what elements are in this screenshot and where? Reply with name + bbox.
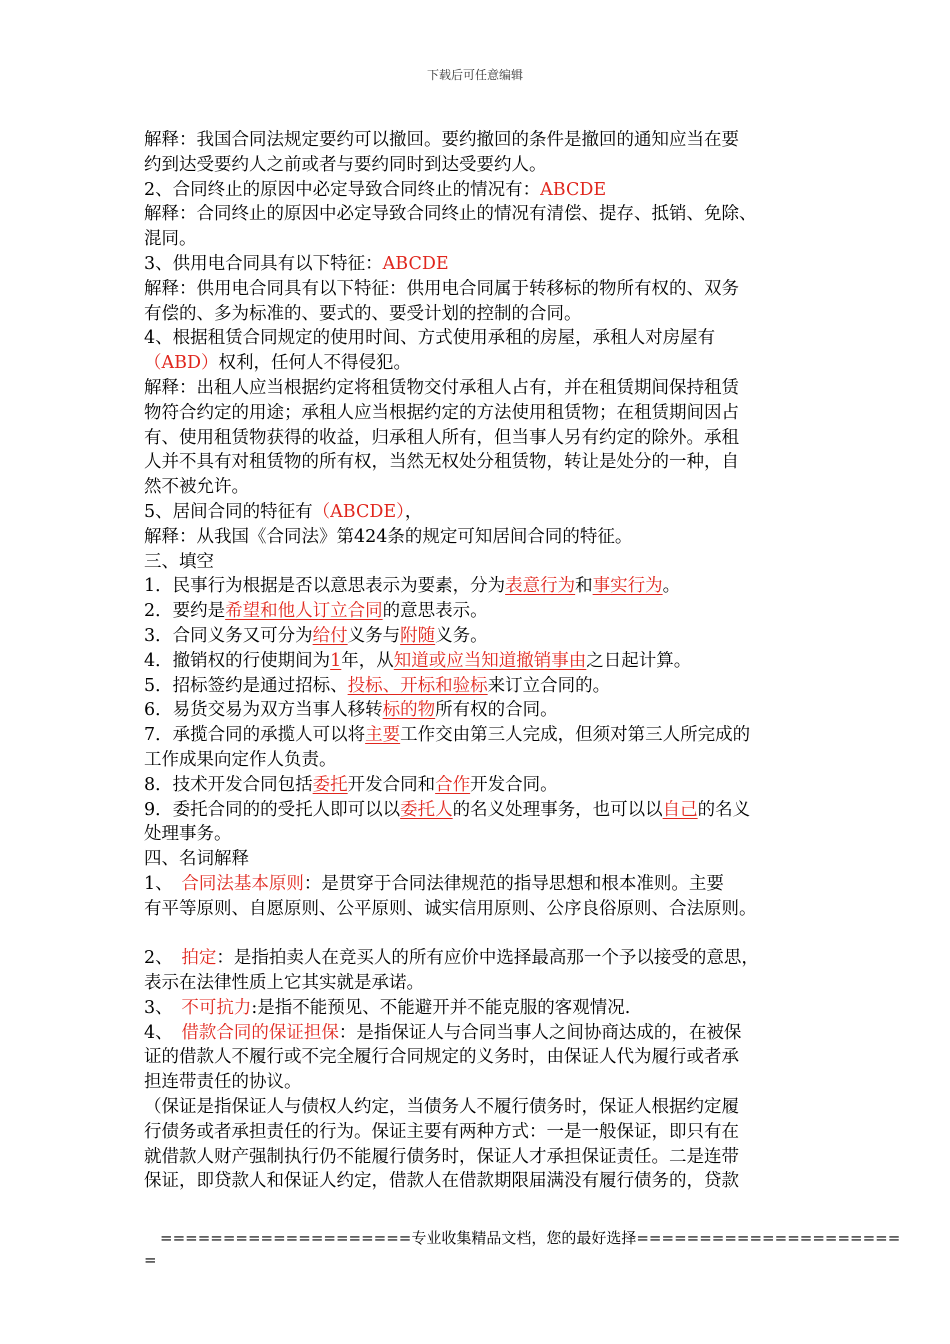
page-footer xyxy=(144,1227,901,1271)
answer-fill-in: 知道或应当知道撤销事由 xyxy=(393,650,587,671)
text-segment: 人并不具有对租赁物的所有权，当然无权处分租赁物，转让是处分的一种，自 xyxy=(144,452,739,473)
text-segment: ：是贯穿于合同法律规范的指导思想和根本准则。主要 xyxy=(303,873,724,894)
text-line xyxy=(144,798,810,823)
text-segment: 权利，任何人不得侵犯。 xyxy=(218,353,412,374)
text-line xyxy=(144,674,810,699)
text-segment: 来订立合同的。 xyxy=(487,675,611,696)
answer-fill-in: 合作 xyxy=(435,774,471,795)
text-line xyxy=(144,698,810,723)
text-segment: 解释：供用电合同具有以下特征：供用电合同属于转移标的物所有权的、双务 xyxy=(144,278,739,299)
text-segment: 6．易货交易为双方当事人移转 xyxy=(144,700,383,721)
highlighted-term: 不可抗力 xyxy=(181,997,252,1018)
text-line xyxy=(144,897,810,922)
text-segment: 解释：我国合同法规定要约可以撤回。要约撤回的条件是撤回的通知应当在要 xyxy=(144,130,739,150)
text-segment: 9．委托合同的的受托人即可以以 xyxy=(144,799,401,820)
text-line xyxy=(144,1169,810,1194)
text-segment: 约到达受要约人之前或者与要约同时到达受要约人。 xyxy=(144,154,547,175)
text-segment: 然不被允许。 xyxy=(144,477,249,498)
highlighted-term: （ABCDE） xyxy=(312,501,405,522)
text-segment: 担连带责任的协议。 xyxy=(144,1072,302,1093)
text-segment: 工作成果向定作人负责。 xyxy=(144,749,337,770)
text-line xyxy=(144,500,810,525)
text-line xyxy=(144,599,810,624)
text-line xyxy=(144,748,810,773)
text-segment: ：是指保证人与合同当事人之间协商达成的，在被保 xyxy=(338,1022,742,1043)
text-line xyxy=(144,1045,810,1070)
text-line xyxy=(144,723,810,748)
blank-line xyxy=(144,922,810,947)
text-line xyxy=(144,376,810,401)
text-segment: 5、居间合同的特征有 xyxy=(144,501,313,522)
text-segment: 4、 xyxy=(144,1022,182,1043)
answer-fill-in: 表意行为 xyxy=(505,576,576,597)
text-segment: 解释：从我国《合同法》第424条的规定可知居间合同的特征。 xyxy=(144,526,633,547)
text-segment: 1、 xyxy=(144,873,182,894)
text-line xyxy=(144,326,810,351)
answer-fill-in: 自己 xyxy=(662,799,698,820)
highlighted-term: ABCDE xyxy=(382,253,449,274)
text-segment: 7．承揽合同的承揽人可以将 xyxy=(144,725,366,746)
text-line xyxy=(144,1021,810,1046)
text-line xyxy=(144,847,810,872)
text-line xyxy=(144,649,810,674)
text-segment: 证的借款人不履行或不完全履行合同规定的义务时，由保证人代为履行或者承 xyxy=(144,1047,739,1068)
answer-fill-in: 给付 xyxy=(312,625,348,646)
text-line xyxy=(144,178,810,203)
text-line xyxy=(144,872,810,897)
document-body xyxy=(144,128,810,1194)
text-segment: 混同。 xyxy=(144,229,197,250)
text-segment: 有、使用租赁物获得的收益，归承租人所有，但当事人另有约定的除外。承租 xyxy=(144,427,739,448)
text-line xyxy=(144,1120,810,1145)
text-line xyxy=(144,1070,810,1095)
highlighted-term: ABCDE xyxy=(540,179,607,200)
answer-fill-in: 希望和他人订立合同 xyxy=(225,601,383,622)
answer-fill-in: 标的物 xyxy=(382,700,436,721)
answer-fill-in: 事实行为 xyxy=(592,576,663,597)
text-line xyxy=(144,128,810,153)
answer-fill-in: 附随 xyxy=(400,625,436,646)
text-segment: 解释：出租人应当根据约定将租赁物交付承租人占有，并在租赁期间保持租赁 xyxy=(144,377,739,398)
text-segment: 工作交由第三人完成，但须对第三人所完成的 xyxy=(400,725,751,746)
text-segment: 开发合同。 xyxy=(470,774,558,795)
text-segment: 年，从 xyxy=(341,650,394,671)
text-segment: 表示在法律性质上它其实就是承诺。 xyxy=(144,973,424,994)
text-line xyxy=(144,946,810,971)
highlighted-term: 借款合同的保证担保 xyxy=(181,1022,339,1043)
text-line xyxy=(144,252,810,277)
text-segment: 1．民事行为根据是否以意思表示为要素，分为 xyxy=(144,576,506,597)
text-segment: 义务与 xyxy=(347,625,401,646)
text-line xyxy=(144,202,810,227)
text-segment: 处理事务。 xyxy=(144,824,232,845)
text-segment: ：是指拍卖人在竞买人的所有应价中选择最高那一个予以接受的意思， xyxy=(216,948,759,969)
text-segment: 3、 xyxy=(144,997,182,1018)
text-segment: ， xyxy=(404,501,423,522)
text-segment: 有平等原则、自愿原则、公平原则、诚实信用原则、公序良俗原则、合法原则。 xyxy=(144,898,757,919)
text-segment: 8．技术开发合同包括 xyxy=(144,774,313,795)
text-segment: 和 xyxy=(575,576,593,597)
text-line xyxy=(144,822,810,847)
text-segment: 所有权的合同。 xyxy=(435,700,558,721)
text-segment: 物符合约定的用途；承租人应当根据约定的方法使用租赁物；在租赁期间因占 xyxy=(144,402,739,423)
text-line xyxy=(144,450,810,475)
text-segment: 3．合同义务又可分为 xyxy=(144,625,313,646)
text-segment: 义务。 xyxy=(435,625,488,646)
text-segment: 2、 xyxy=(144,948,182,969)
text-line xyxy=(144,996,810,1021)
answer-fill-in: 投标、开标和验标 xyxy=(347,675,488,696)
footer-line-2: = xyxy=(144,1251,157,1269)
text-segment: 保证，即贷款人和保证人约定，借款人在借款期限届满没有履行债务的，贷款 xyxy=(144,1171,739,1192)
answer-fill-in: 委托人 xyxy=(400,799,453,820)
text-segment: 三、填空 xyxy=(144,551,214,572)
text-line xyxy=(144,971,810,996)
text-line xyxy=(144,574,810,599)
text-line xyxy=(144,475,810,500)
highlighted-term: 拍定 xyxy=(181,948,217,969)
text-line xyxy=(144,227,810,252)
text-segment: 2．要约是 xyxy=(144,601,226,622)
text-line xyxy=(144,302,810,327)
text-line xyxy=(144,401,810,426)
text-line xyxy=(144,525,810,550)
text-line xyxy=(144,277,810,302)
text-line xyxy=(144,550,810,575)
text-segment: 就借款人财产强制执行仍不能履行债务时，保证人才承担保证责任。二是连带 xyxy=(144,1146,739,1167)
text-segment: 的名义 xyxy=(697,799,751,820)
answer-fill-in: 委托 xyxy=(312,774,348,795)
text-segment: 。 xyxy=(662,576,681,597)
text-segment: 的名义处理事务，也可以以 xyxy=(452,799,663,820)
text-segment: 有偿的、多为标准的、要式的、要受计划的控制的合同。 xyxy=(144,303,582,324)
text-line xyxy=(144,773,810,798)
text-segment: 之日起计算。 xyxy=(586,650,692,671)
text-segment: 3、供用电合同具有以下特征： xyxy=(144,253,383,274)
text-segment: 4．撤销权的行使期间为 xyxy=(144,650,331,671)
text-segment: 的意思表示。 xyxy=(382,601,488,622)
highlighted-term: （ABD） xyxy=(144,353,219,374)
text-segment: （保证是指保证人与债权人约定，当债务人不履行债务时，保证人根据约定履 xyxy=(144,1097,739,1118)
answer-fill-in: 1 xyxy=(330,650,342,671)
footer-line-1: ====================专业收集精品文档，您的最好选择===================== xyxy=(160,1229,901,1247)
answer-fill-in: 主要 xyxy=(365,725,401,746)
page-header: 下载后可任意编辑 xyxy=(426,68,523,82)
text-segment: 5．招标签约是通过招标、 xyxy=(144,675,348,696)
text-segment: 2、合同终止的原因中必定导致合同终止的情况有： xyxy=(144,179,541,200)
text-segment: 行债务或者承担责任的行为。保证主要有两种方式：一是一般保证，即只有在 xyxy=(144,1121,739,1142)
highlighted-term: 合同法基本原则 xyxy=(181,873,304,894)
text-line xyxy=(144,1095,810,1120)
text-line xyxy=(144,153,810,178)
text-line xyxy=(144,426,810,451)
text-segment: 解释：合同终止的原因中必定导致合同终止的情况有清偿、提存、抵销、免除、 xyxy=(144,204,757,225)
text-segment: 开发合同和 xyxy=(347,774,436,795)
text-segment: :是指不能预见、不能避开并不能克服的客观情况. xyxy=(251,997,631,1018)
text-line xyxy=(144,624,810,649)
text-segment: 四、名词解释 xyxy=(144,849,249,870)
text-line xyxy=(144,1145,810,1170)
text-line xyxy=(144,351,810,376)
text-segment: 4、根据租赁合同规定的使用时间、方式使用承租的房屋，承租人对房屋有 xyxy=(144,328,716,349)
